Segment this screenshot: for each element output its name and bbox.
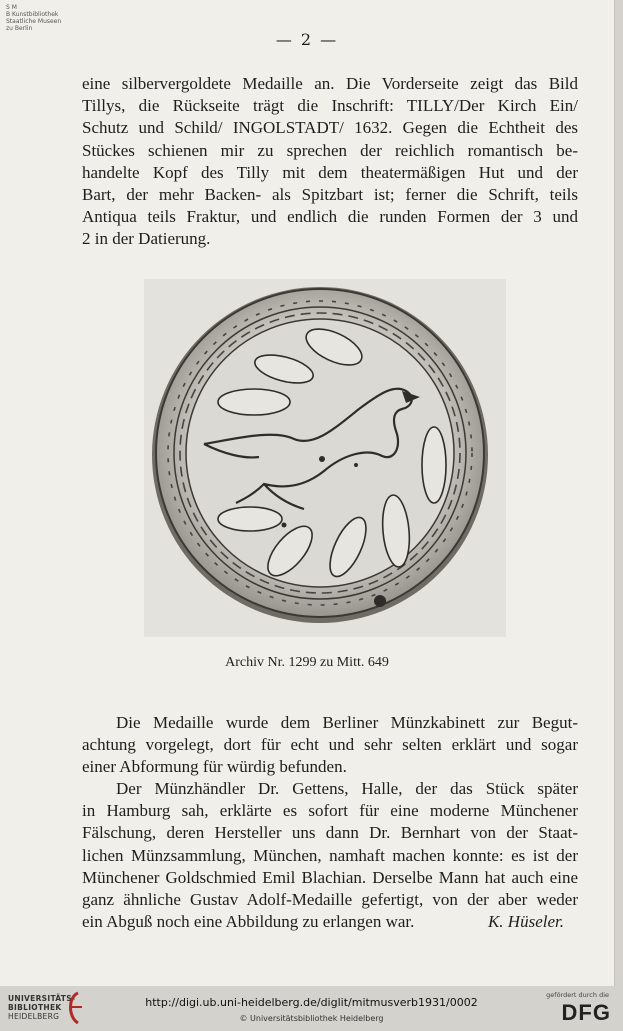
stamp-line: S M	[6, 4, 17, 11]
plate-photograph	[144, 279, 506, 637]
text-line: Die Medaille wurde dem Berliner Münzkabinett zur Begut-	[116, 713, 578, 732]
library-name-line: UNIVERSITÄTS-	[8, 994, 76, 1003]
paragraph-top	[82, 73, 578, 251]
author-signature: K. Hüseler.	[487, 912, 564, 932]
library-name-line: BIBLIOTHEK	[8, 1003, 62, 1012]
stamp-line: zu Berlin	[6, 25, 33, 32]
paragraph-3	[82, 778, 578, 933]
funding-note: gefördert durch die	[546, 991, 609, 999]
text-line: in Hamburg sah, erklärte es sofort für eine moderne Münchener	[82, 801, 578, 821]
text-line: Bart, der mehr Backen- als Spitzbart ist; ferner die Schrift, teils	[82, 185, 578, 205]
library-stamp	[6, 4, 61, 32]
text-line: ganz ähnliche Gustav Adolf-Medaille gefertigt, von der aber weder	[82, 890, 578, 910]
viewer-footer	[0, 986, 623, 1031]
text-line: Der Münzhändler Dr. Gettens, Halle, der das Stück später	[116, 779, 578, 798]
text-line: Münchener Goldschmied Emil Blachian. Derselbe Mann hat auch eine	[82, 867, 578, 887]
plate-illustration	[144, 279, 506, 637]
text-line: Schutz und Schild/ INGOLSTADT/ 1632. Gegen die Echtheit des	[82, 118, 578, 138]
text-line: einer Abformung für würdig befunden.	[82, 757, 347, 777]
last-line-text: ein Abguß noch eine Abbildung zu erlangen war.	[82, 912, 415, 932]
stamp-line: Staatliche Museen	[6, 18, 62, 25]
figure-caption: Archiv Nr. 1299 zu Mitt. 649	[225, 655, 389, 670]
copyright-notice: © Universitätsbibliothek Heidelberg	[239, 1014, 384, 1023]
text-line: handelte Kopf des Tilly mit dem theatermäßigen Hut und der	[82, 162, 578, 182]
library-name-line: HEIDELBERG	[8, 1012, 60, 1021]
text-line: Antiqua teils Fraktur, und endlich die runden Formen der 3 und	[82, 207, 578, 227]
text-line: eine silbervergoldete Medaille an. Die Vorderseite zeigt das Bild	[82, 74, 578, 93]
stamp-line: B Kunstbibliothek	[6, 11, 59, 18]
text-line: Fälschung, deren Hersteller uns dann Dr. Bernhart von der Staat-	[82, 823, 578, 843]
text-line: achtung vorgelegt, dort für echt und sehr selten erklärt und sogar	[82, 735, 578, 755]
permalink-url[interactable]: http://digi.ub.uni-heidelberg.de/diglit/mitmusverb1931/0002	[145, 996, 478, 1009]
text-line: 2 in der Datierung.	[82, 229, 211, 249]
text-line	[82, 911, 578, 933]
text-line: lichen Münzsammlung, München, namhaft machen konnte: es ist der	[82, 845, 578, 865]
paragraph-2	[82, 712, 578, 779]
text-line: Stückes schienen mir zu sprechen der reichlich romantisch be-	[82, 140, 578, 160]
page-number: — 2 —	[275, 30, 339, 49]
text-line: Tillys, die Rückseite trägt die Inschrift: TILLY/Der Kirch Ein/	[82, 96, 578, 116]
dfg-logo[interactable]: DFG	[561, 1000, 611, 1025]
